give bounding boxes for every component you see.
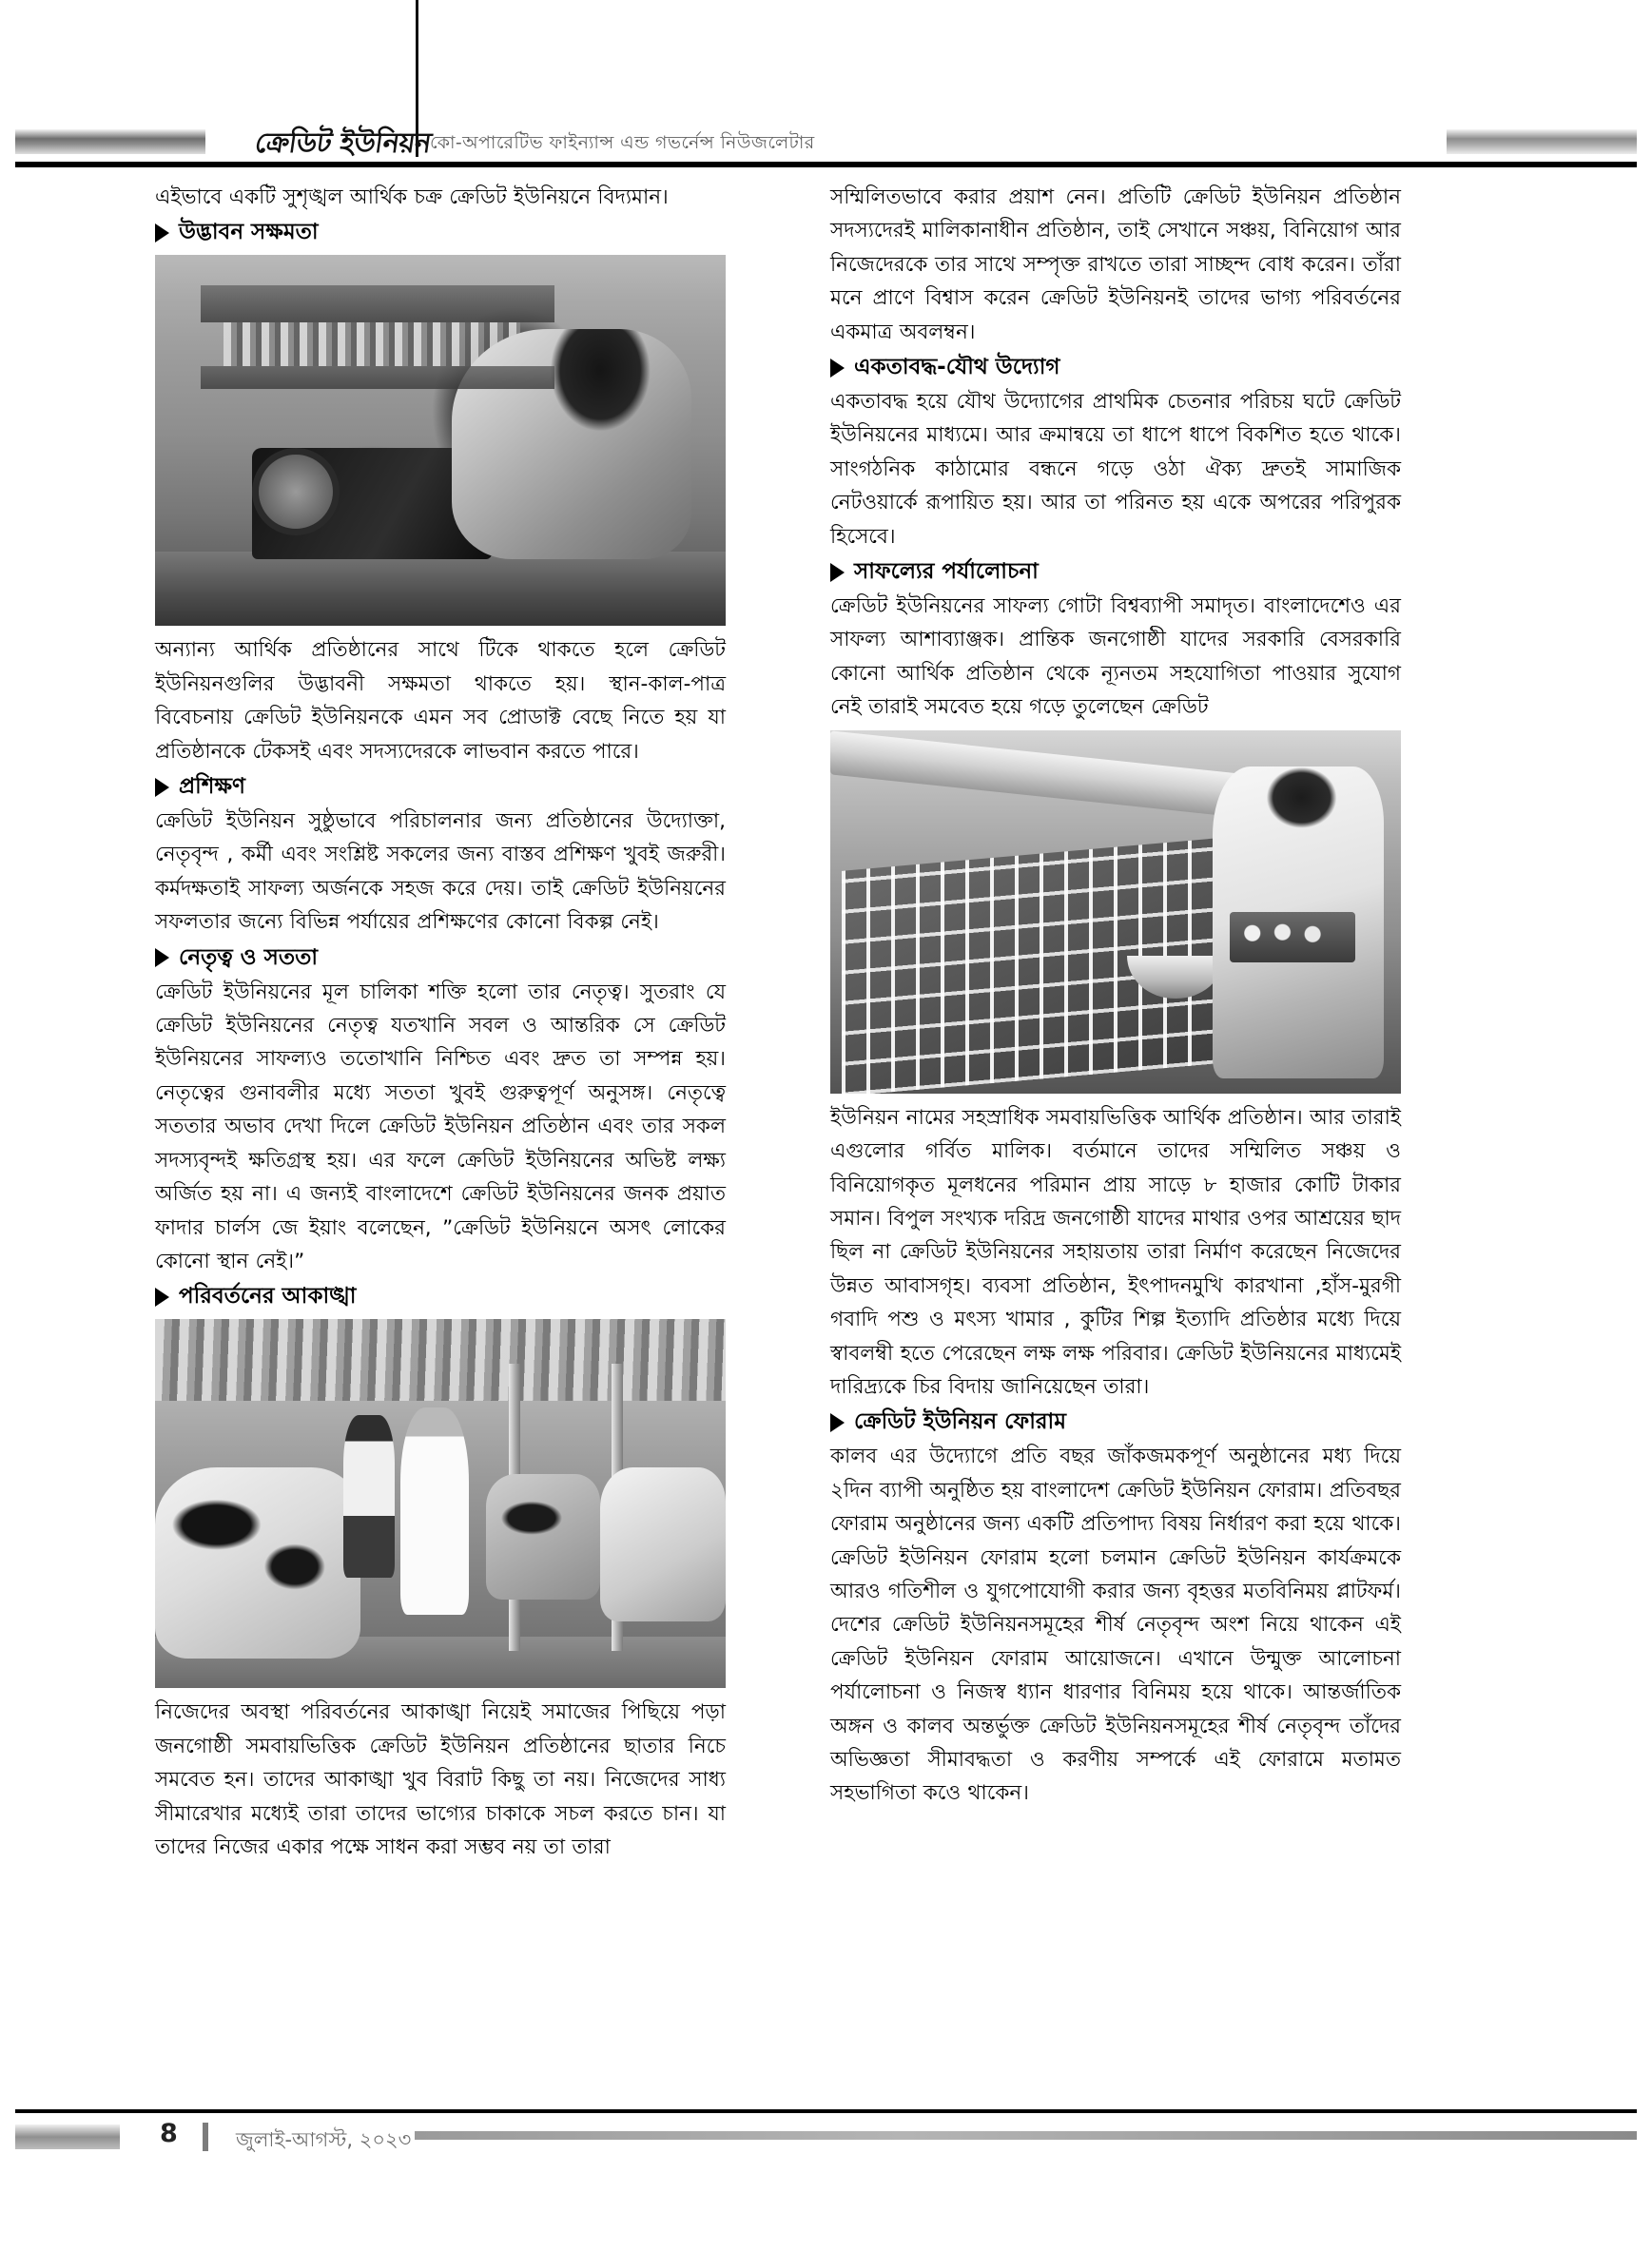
masthead-right-gradient-bar: [1447, 129, 1637, 154]
section-heading-forum: [830, 1406, 1401, 1439]
section-heading-unity: [830, 351, 1401, 384]
footer-right-gradient-bar: [415, 2131, 1637, 2140]
triangle-bullet-icon: [155, 223, 169, 243]
sewing-machine-photo: [155, 255, 726, 626]
poultry-farm-photo: [830, 730, 1401, 1094]
section-heading-leadership-label: নেতৃত্ব ও সততা: [179, 944, 318, 970]
footer-separator-bar: [203, 2123, 208, 2151]
feed-pipe: [830, 730, 1241, 817]
section-heading-innovation-label: উদ্ভাবন সক্ষমতা: [179, 220, 319, 245]
footer-rule: [15, 2109, 1637, 2113]
seamstress-figure: [452, 329, 691, 559]
innovation-body: অন্যান্য আর্থিক প্রতিষ্ঠানের সাথে টিকে থাকতে হলে ক্রেডিট ইউনিয়নগুলির উদ্ভাবনী সক্ষমতা থাকতে হয়। স্থান-কাল-পাত্র বিবেচনায় ক্রেডিট ইউনিয়নকে এমন সব প্রোডাক্ট বেছে নিতে হয় যা প্রতিষ্ঠানকে টেকসই এবং সদস্যদেরকে লাভবান করতে পারে।: [155, 638, 726, 764]
training-body: ক্রেডিট ইউনিয়ন সুষ্ঠুভাবে পরিচালনার জন্য প্রতিষ্ঠানের উদ্যোক্তা, নেতৃবৃন্দ , কর্মী এবং সংশ্লিষ্ট সকলের জন্য বাস্তব প্রশিক্ষণ খুবই জরুরী। কর্মদক্ষতাই সাফল্য অর্জনকে সহজ করে দেয়। তাই ক্রেডিট ইউনিয়নের সফলতার জন্যে বিভিন্ন পর্যায়ের প্রশিক্ষণের কোনো বিকল্প নেই।: [155, 809, 726, 935]
left-column: [155, 181, 726, 1864]
section-heading-review-label: সাফল্যের পর্যালোচনা: [854, 559, 1039, 585]
section-heading-unity-label: একতাবদ্ধ-যৌথ উদ্যোগ: [854, 355, 1060, 380]
section-heading-innovation: [155, 216, 726, 249]
section-heading-review: [830, 555, 1401, 589]
forum-body: কালব এর উদ্যোগে প্রতি বছর জাঁকজমকপূর্ণ অনুষ্ঠানের মধ্য দিয়ে ২দিন ব্যাপী অনুষ্ঠিত হয় বাংলাদেশ ক্রেডিট ইউনিয়ন ফোরাম। প্রতিবছর ফোরাম অনুষ্ঠানের জন্য একটি প্রতিপাদ্য বিষয় নির্ধারণ করা হয়ে থাকে। ক্রেডিট ইউনিয়ন ফোরাম হলো চলমান ক্রেডিট ইউনিয়ন কার্যক্রমকে আরও গতিশীল ও যুগপোযোগী করার জন্য বৃহত্তর মতবিনিময় প্লাটফর্ম। দেশের ক্রেডিট ইউনিয়নসমূহের শীর্ষ নেতৃবৃন্দ অংশ নিয়ে থাকেন এই ক্রেডিট ইউনিয়ন ফোরাম আয়োজনে। এখানে উন্মুক্ত আলোচনা পর্যালোচনা ও নিজস্ব ধ্যান ধারণার বিনিময় হয়ে থাকে। আন্তর্জাতিক অঙ্গন ও কালব অন্তর্ভুক্ত ক্রেডিট ইউনিয়নসমূহের শীর্ষ নেতৃবৃন্দ তাঁদের অভিজ্ঞতা সীমাবদ্ধতা ও করণীয় সম্পর্কে এই ফোরামে মতামত সহভাগিতা কওে থাকেন।: [830, 1445, 1401, 1806]
farmer-figure: [343, 1415, 395, 1578]
footer: [0, 2115, 1652, 2172]
triangle-bullet-icon: [155, 778, 169, 797]
section-heading-leadership: [155, 941, 726, 975]
header-rule: [15, 162, 1637, 167]
review-body-after-photo: ইউনিয়ন নামের সহস্রাধিক সমবায়ভিত্তিক আর্থিক প্রতিষ্ঠান। আর তারাই এগুলোর গর্বিত মালিক। বর্তমানে তাদের সম্মিলিত সঞ্চয় ও বিনিয়োগকৃত মূলধনের পরিমান প্রায় সাড়ে ৮ হাজার কোটি টাকার সমান। বিপুল সংখ্যক দরিদ্র জনগোষ্ঠী যাদের মাথার ওপর আশ্রয়ের ছাদ ছিল না ক্রেডিট ইউনিয়নের সহায়তায় তারা নির্মাণ করেছেন নিজেদের উন্নত আবাসগৃহ। ব্যবসা প্রতিষ্ঠান, ইৎপাদনমুখি কারখানা ,হাঁস-মুরগী গবাদি পশু ও মৎস্য খামার , কুটির শিল্প ইত্যাদি প্রতিষ্ঠার মধ্যে দিয়ে স্বাবলম্বী হতে পেরেছেন লক্ষ লক্ষ পরিবার। ক্রেডিট ইউনিয়নের মাধ্যমেই দারিদ্র্যকে চির বিদায় জানিয়েছেন তারা।: [830, 1105, 1401, 1399]
section-heading-forum-label: ক্রেডিট ইউনিয়ন ফোরাম: [854, 1409, 1066, 1435]
aspiration-body: নিজেদের অবস্থা পরিবর্তনের আকাঙ্খা নিয়েই সমাজের পিছিয়ে পড়া জনগোষ্ঠী সমবায়ভিত্তিক ক্রেডিট ইউনিয়ন প্রতিষ্ঠানের ছাতার নিচে সমবেত হন। তাদের আকাঙ্খা খুব বিরাট কিছু তা নয়। নিজেদের সাধ্য সীমারেখার মধ্যেই তারা তাদের ভাগ্যের চাকাকে সচল করতে চান। যা তাদের নিজের একার পক্ষে সাধন করা সম্ভব নয় তা তারা: [155, 1700, 726, 1859]
sewing-machine-wheel: [252, 448, 340, 535]
right-column: [830, 181, 1401, 1811]
continuation-paragraph: সম্মিলিতভাবে করার প্রয়াশ নেন। প্রতিটি ক্রেডিট ইউনিয়ন প্রতিষ্ঠান সদস্যদেরই মালিকানাধীন প্রতিষ্ঠান, তাই সেখানে সঞ্চয়, বিনিয়োগ আর নিজেদেরকে তার সাথে সম্পৃক্ত রাখতে তারা সাচ্ছন্দ বোধ করেন। তাঁরা মনে প্রাণে বিশ্বাস করেন ক্রেডিট ইউনিয়নই তাদের ভাগ্য পরিবর্তনের একমাত্র অবলম্বন।: [830, 185, 1401, 344]
cow-right: [600, 1467, 726, 1622]
woman-figure: [400, 1407, 469, 1614]
masthead: [0, 120, 1652, 165]
work-table: [155, 552, 726, 626]
footer-left-gradient-bar: [15, 2125, 120, 2149]
cattle-farm-photo: [155, 1319, 726, 1688]
shed-roof: [155, 1319, 726, 1400]
review-body-before-photo: ক্রেডিট ইউনিয়নের সাফল্য গোটা বিশ্বব্যাপী সমাদৃত। বাংলাদেশেও এর সাফল্য আশাব্যাঞ্জক। প্রান্তিক জনগোষ্ঠী যাদের সরকারি বেসরকারি কোনো আর্থিক প্রতিষ্ঠান থেকে ন্যূনতম সহযোগিতা পাওয়ার সুযোগ নেই তারাই সমবেত হয়ে গড়ে তুলেছেন ক্রেডিট: [830, 594, 1401, 720]
leadership-body: ক্রেডিট ইউনিয়নের মূল চালিকা শক্তি হলো তার নেতৃত্ব। সুতরাং যে ক্রেডিট ইউনিয়নের নেতৃত্ব যতখানি সবল ও আন্তরিক সে ক্রেডিট ইউনিয়নের সাফল্যও ততোখানি নিশ্চিত এবং দ্রুত তা সম্পন্ন হয়। নেতৃত্বের গুনাবলীর মধ্যে সততা খুবই গুরুত্বপূর্ণ অনুসঙ্গ। নেতৃত্বে সততার অভাব দেখা দিলে ক্রেডিট ইউনিয়ন প্রতিষ্ঠান এবং তার সকল সদস্যবৃন্দই ক্ষতিগ্রস্থ হয়। এর ফলে ক্রেডিট ইউনিয়নের অভিষ্ট লক্ষ্য অর্জিত হয় না। এ জন্যই বাংলাদেশে ক্রেডিট ইউনিয়নের জনক প্রয়াত ফাদার চার্লস জে ইয়াং বলেছেন, ”ক্রেডিট ইউনিয়নে অসৎ লোকের কোনো স্থান নেই।”: [155, 980, 726, 1273]
intro-paragraph: এইভাবে একটি সুশৃঙ্খল আর্থিক চক্র ক্রেডিট ইউনিয়নে বিদ্যমান।: [155, 185, 669, 209]
triangle-bullet-icon: [830, 563, 845, 582]
triangle-bullet-icon: [155, 948, 169, 967]
section-heading-training-label: প্রশিক্ষণ: [179, 774, 245, 800]
triangle-bullet-icon: [830, 1413, 845, 1432]
section-heading-training: [155, 770, 726, 804]
publication-logo: ক্রেডিট ইউনিয়ন: [252, 126, 434, 159]
issue-date: জুলাই-আগস্ট, ২০২৩: [236, 2128, 412, 2151]
publication-subtitle: কো-অপারেটিভ ফাইন্যান্স এন্ড গভর্নেন্স নিউজলেটার: [430, 132, 815, 153]
masthead-left-gradient-bar: [15, 129, 205, 154]
cow-background: [486, 1474, 600, 1600]
section-heading-aspiration: [155, 1280, 726, 1313]
section-heading-aspiration-label: পরিবর্তনের আকাঙ্খা: [179, 1284, 357, 1310]
cow-foreground: [155, 1467, 360, 1659]
unity-body: একতাবদ্ধ হয়ে যৌথ উদ্যোগের প্রাথমিক চেতনার পরিচয় ঘটে ক্রেডিট ইউনিয়নের মাধ্যমে। আর ক্রমান্বয়ে তা ধাপে ধাপে বিকশিত হতে থাকে। সাংগঠনিক কাঠামোর বন্ধনে গড়ে ওঠা ঐক্য দ্রুতই সামাজিক নেটওয়ার্কে রূপায়িত হয়। আর তা পরিনত হয় একে অপরের পরিপুরক হিসেবে।: [830, 390, 1401, 549]
triangle-bullet-icon: [155, 1288, 169, 1307]
triangle-bullet-icon: [830, 359, 845, 378]
page-number: 8: [160, 2119, 178, 2148]
egg-tray: [1230, 912, 1355, 962]
